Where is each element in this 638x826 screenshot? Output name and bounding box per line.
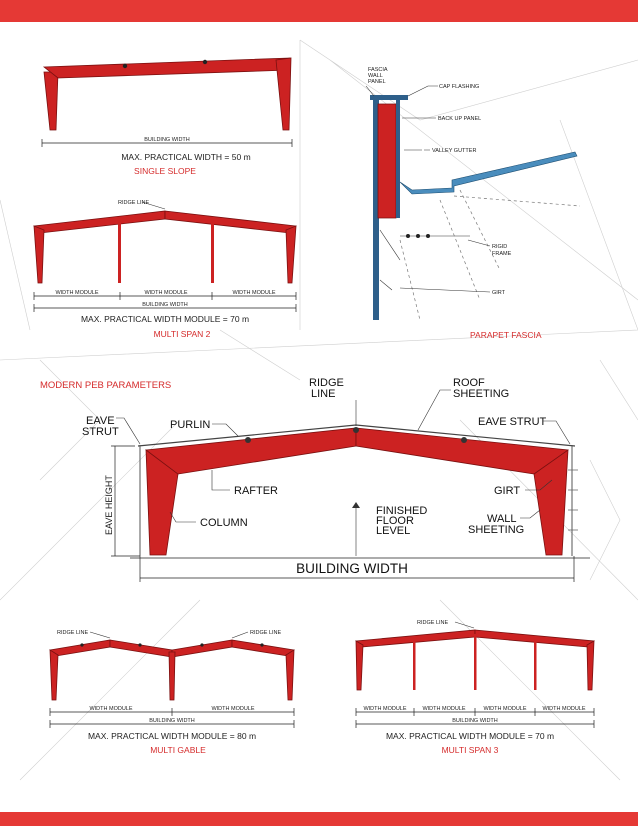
mg-spec: MAX. PRACTICAL WIDTH MODULE = 80 m <box>87 731 257 741</box>
floor-level-label: LEVEL <box>376 525 411 537</box>
background-sketch <box>0 40 638 780</box>
ms3-module-label: WIDTH MODULE <box>483 706 527 712</box>
splice-icon <box>138 643 141 646</box>
ms2-rafter-left <box>34 211 165 233</box>
roof-sheeting-label: ROOF <box>453 377 485 389</box>
purlin-label: PURLIN <box>170 419 211 431</box>
single-slope-dim: BUILDING WIDTH <box>144 137 190 143</box>
bolt-icon <box>426 234 430 238</box>
ms3-interior-column <box>474 634 477 690</box>
mg-module-label: WIDTH MODULE <box>211 706 255 712</box>
cap-flashing-label: CAP FLASHING <box>439 84 480 90</box>
ms2-module-label: WIDTH MODULE <box>55 290 99 296</box>
mg-rafter-1 <box>50 640 110 656</box>
eave-strut-right-label: EAVE STRUT <box>478 416 547 428</box>
ms3-caption: MULTI SPAN 3 <box>441 745 499 755</box>
ms2-rafter-right <box>165 211 296 233</box>
ms2-right-column <box>286 226 296 283</box>
girt-label: GIRT <box>492 290 506 296</box>
back-up-panel <box>396 100 400 218</box>
ms3-dim: BUILDING WIDTH <box>452 718 498 724</box>
parapet-caption: PARAPET FASCIA <box>470 330 542 340</box>
fascia-label: FASCIA <box>368 67 388 73</box>
splice-icon <box>245 437 251 443</box>
modern-peb-diagram <box>40 377 590 582</box>
top-red-band <box>0 0 638 22</box>
roof-sheeting-label: SHEETING <box>453 388 510 400</box>
diagram-canvas <box>0 22 638 826</box>
single-slope-spec: MAX. PRACTICAL WIDTH = 50 m <box>121 152 251 162</box>
splice-icon <box>353 427 359 433</box>
splice-icon <box>80 643 83 646</box>
splice-icon <box>461 437 467 443</box>
single-slope-left-column <box>44 72 58 130</box>
mg-rafter-4 <box>232 640 294 656</box>
floor-level-label: FINISHED <box>376 505 428 517</box>
back-up-panel-label: BACK UP PANEL <box>438 116 482 122</box>
parapet-fascia-diagram <box>366 67 580 340</box>
ms3-interior-column <box>534 638 537 690</box>
wall-sheeting-label: SHEETING <box>468 524 525 536</box>
ms3-spec: MAX. PRACTICAL WIDTH MODULE = 70 m <box>385 731 555 741</box>
single-slope-caption: SINGLE SLOPE <box>134 166 196 176</box>
ms2-module-label: WIDTH MODULE <box>144 290 188 296</box>
splice-icon <box>203 60 207 64</box>
wall-sheeting-label: WALL <box>487 513 517 525</box>
multi-gable-diagram <box>50 630 294 755</box>
mg-dim: BUILDING WIDTH <box>149 718 195 724</box>
ms3-module-label: WIDTH MODULE <box>422 706 466 712</box>
ms2-left-column <box>34 226 44 283</box>
cap-flashing <box>370 95 408 100</box>
bolt-icon <box>406 234 410 238</box>
valley-gutter <box>400 152 577 194</box>
mg-right-column <box>286 650 294 700</box>
fascia-label: WALL <box>368 73 383 79</box>
mg-rafter-2 <box>110 640 172 657</box>
building-width-label: BUILDING WIDTH <box>296 561 408 576</box>
ms2-spec: MAX. PRACTICAL WIDTH MODULE = 70 m <box>80 314 250 324</box>
mg-ridge-left-label: RIDGE LINE <box>57 630 89 636</box>
ms2-module-label: WIDTH MODULE <box>232 290 276 296</box>
ms3-interior-column <box>413 638 416 690</box>
ms3-module-label: WIDTH MODULE <box>363 706 407 712</box>
multi-span-3-diagram <box>356 620 594 755</box>
girt-label: GIRT <box>494 485 521 497</box>
single-slope-rafter <box>44 58 290 78</box>
ms2-dim: BUILDING WIDTH <box>142 302 188 308</box>
bolt-icon <box>416 234 420 238</box>
rigid-frame-label: RIGID <box>492 244 508 250</box>
single-slope-right-column <box>276 58 291 130</box>
single-slope-diagram <box>42 58 292 176</box>
mg-ridge-right-label: RIDGE LINE <box>250 630 282 636</box>
splice-icon <box>260 643 263 646</box>
valley-gutter-label: VALLEY GUTTER <box>432 148 477 154</box>
splice-icon <box>200 643 203 646</box>
eave-strut-left-label: EAVE <box>86 415 115 427</box>
mg-rafter-3 <box>172 640 232 657</box>
ms2-interior-column <box>211 218 214 283</box>
ridge-line-label: RIDGE <box>309 377 344 389</box>
floor-level-label: FLOOR <box>376 515 414 527</box>
ms2-caption: MULTI SPAN 2 <box>153 329 211 339</box>
eave-strut-left-label: STRUT <box>82 426 119 438</box>
ridge-line-label: LINE <box>311 388 336 400</box>
eave-height-label: EAVE HEIGHT <box>104 475 114 535</box>
ms3-ridge-label: RIDGE LINE <box>417 620 449 626</box>
ms2-interior-column <box>118 218 121 283</box>
mg-left-column <box>50 650 58 700</box>
column-label: COLUMN <box>200 517 248 529</box>
fascia-label: PANEL <box>368 79 386 85</box>
mg-module-label: WIDTH MODULE <box>89 706 133 712</box>
ms3-left-column <box>356 641 363 690</box>
ms2-ridge-label: RIDGE LINE <box>118 200 150 206</box>
ms3-right-column <box>587 641 594 690</box>
mg-caption: MULTI GABLE <box>150 745 206 755</box>
splice-icon <box>123 64 127 68</box>
peb-title: MODERN PEB PARAMETERS <box>40 380 172 391</box>
parapet-column <box>378 104 396 218</box>
rigid-frame-label: FRAME <box>492 251 512 257</box>
multi-span-2-diagram <box>34 200 296 339</box>
mg-mid-column <box>169 652 175 700</box>
rafter-label: RAFTER <box>234 485 278 497</box>
ms3-module-label: WIDTH MODULE <box>542 706 586 712</box>
